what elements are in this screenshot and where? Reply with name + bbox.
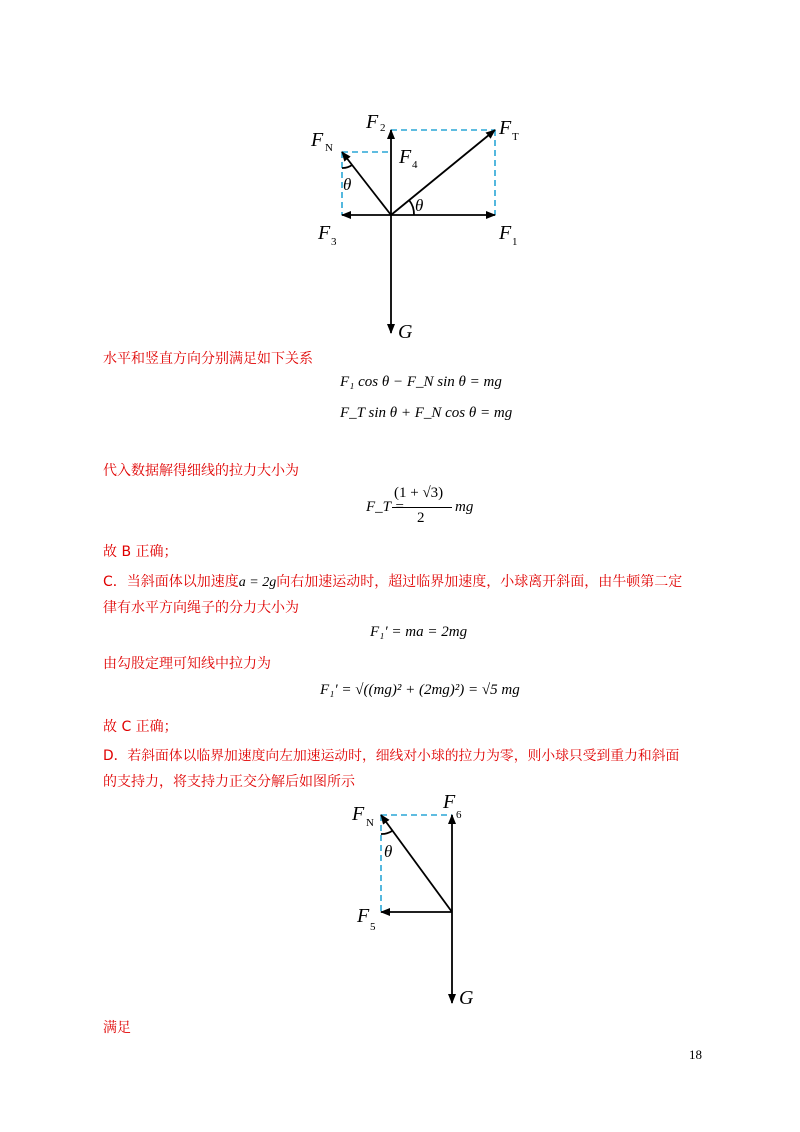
force-diagram-1 [0, 0, 800, 345]
equation-3 [366, 485, 476, 531]
text-line-7: 故 C 正确； [103, 719, 178, 735]
label-f5-sub: 5 [370, 921, 376, 933]
text-line-1: 水平和竖直方向分别满足如下关系 [103, 351, 313, 367]
label-f1: F [499, 222, 512, 244]
angle-arc-2 [381, 831, 392, 834]
label-theta-left: θ [343, 175, 352, 194]
eq3-numerator: (1 + √3) [394, 485, 444, 501]
text-line-5: 律有水平方向绳子的分力大小为 [103, 600, 299, 616]
text-line-3: 故 B 正确； [103, 544, 178, 560]
page-number: 18 [689, 1047, 702, 1062]
label-f6-sub: 6 [456, 809, 462, 821]
equation-2: F_T sin θ + F_N cos θ = mg [340, 405, 513, 421]
label-fn: F [311, 129, 324, 151]
label-g-2: G [459, 987, 474, 1009]
label-f4: F [399, 146, 412, 168]
label-fn-sub: N [325, 142, 333, 154]
equation-5: F₁′ = √((mg)² + (2mg)²) = √5 mg [320, 682, 520, 698]
label-f2: F [366, 111, 379, 133]
line4-part-b: 向右加速运动时，超过临界加速度，小球离开斜面，由牛顿第二定 [276, 574, 683, 590]
arrow-ft [391, 130, 495, 215]
label-fn-2: F [352, 803, 365, 825]
label-f3-sub: 3 [331, 236, 337, 248]
arrow-fn-2 [381, 815, 452, 912]
text-line-10: 满足 [103, 1020, 131, 1036]
label-theta-2: θ [384, 842, 393, 861]
label-fn-2-sub: N [366, 817, 374, 829]
label-f4-sub: 4 [412, 159, 418, 171]
label-theta-right: θ [415, 196, 424, 215]
text-line-6: 由勾股定理可知线中拉力为 [103, 656, 271, 672]
label-g: G [398, 321, 413, 343]
equation-4: F₁′ = ma = 2mg [370, 624, 468, 640]
angle-arc-right [409, 200, 414, 215]
equation-1: F₁ cos θ − F_N sin θ = mg [340, 374, 502, 390]
line4-inline-math: a = 2g [238, 575, 277, 590]
text-line-8: D．若斜面体以临界加速度向左加速运动时，细线对小球的拉力为零，则小球只受到重力和斜面 [103, 748, 680, 764]
text-line-4 [103, 571, 682, 591]
text-line-9: 的支持力，将支持力正交分解后如图所示 [103, 774, 355, 790]
label-f2-sub: 2 [380, 122, 386, 134]
eq3-lhs: F_T = [366, 499, 405, 515]
force-diagram-2 [0, 790, 800, 1015]
label-f5: F [357, 905, 370, 927]
label-f3: F [318, 222, 331, 244]
label-f1-sub: 1 [512, 236, 518, 248]
eq3-tail: mg [455, 499, 474, 515]
label-f6: F [443, 791, 456, 813]
eq3-fraction-bar [392, 507, 452, 508]
text-line-2: 代入数据解得细线的拉力大小为 [103, 463, 299, 479]
line4-part-a: C．当斜面体以加速度 [103, 574, 239, 590]
label-ft-sub: T [512, 131, 519, 143]
angle-arc-left [342, 165, 352, 168]
label-ft: F [499, 117, 512, 139]
eq3-denominator: 2 [417, 510, 425, 526]
